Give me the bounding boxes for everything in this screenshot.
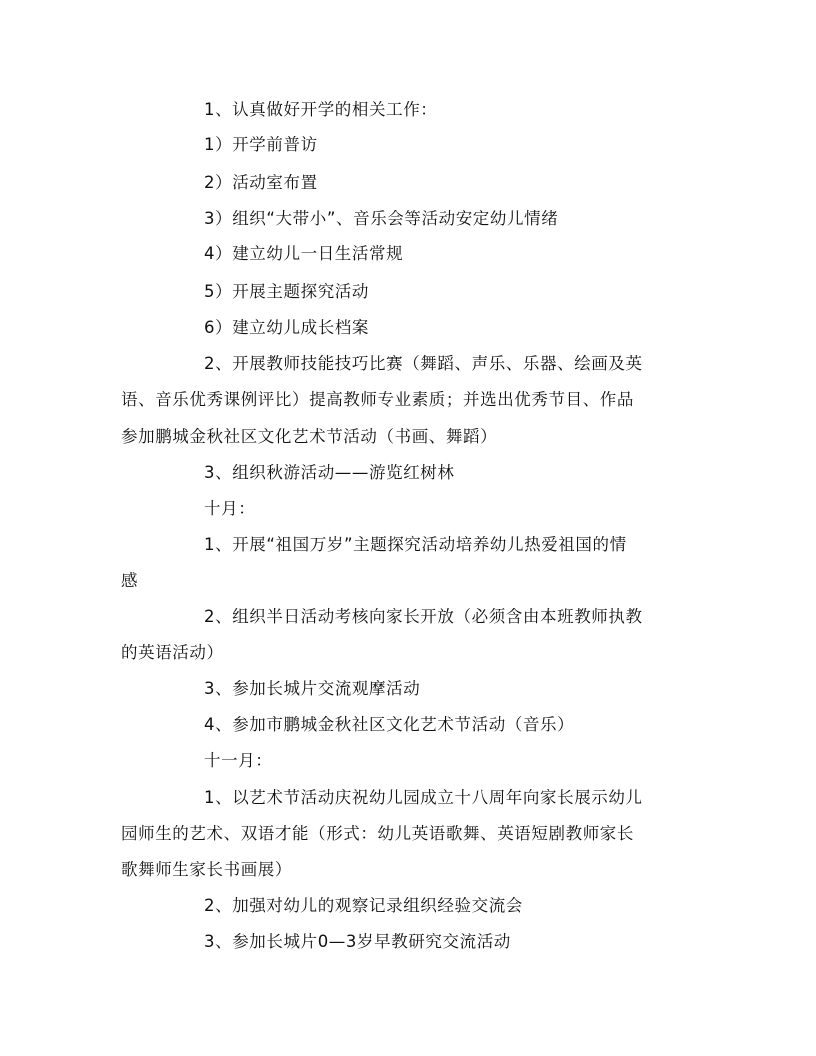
text-line: 1、以艺术节活动庆祝幼儿园成立十八周年向家长展示幼儿 xyxy=(204,788,643,807)
text-line: 感 xyxy=(121,571,139,590)
text-line: 2、加强对幼儿的观察记录组织经验交流会 xyxy=(204,896,523,915)
text-line: 4）建立幼儿一日生活常规 xyxy=(204,244,404,263)
text-line: 2、开展教师技能技巧比赛（舞蹈、声乐、乐器、绘画及英 xyxy=(204,354,643,373)
text-line: 3、参加长城片交流观摩活动 xyxy=(204,679,421,698)
text-line: 的英语活动） xyxy=(121,643,224,662)
text-line: 4、参加市鹏城金秋社区文化艺术节活动（音乐） xyxy=(204,715,575,734)
text-line: 1）开学前普访 xyxy=(204,135,318,154)
text-line: 2、组织半日活动考核向家长开放（必须含由本班教师执教 xyxy=(204,607,643,626)
text-line: 3、参加长城片0—3岁早教研究交流活动 xyxy=(204,932,511,951)
text-line: 6）建立幼儿成长档案 xyxy=(204,318,369,337)
text-line: 3）组织“大带小”、音乐会等活动安定幼儿情绪 xyxy=(204,209,559,228)
text-line: 歌舞师生家长书画展） xyxy=(121,860,292,879)
text-line: 语、音乐优秀课例评比）提高教师专业素质；并选出优秀节目、作品 xyxy=(121,390,634,409)
text-line: 3、组织秋游活动——游览红树林 xyxy=(204,463,455,482)
text-line: 1、开展“祖国万岁”主题探究活动培养幼儿热爱祖国的情 xyxy=(204,535,627,554)
text-line: 5）开展主题探究活动 xyxy=(204,282,369,301)
text-line: 参加鹏城金秋社区文化艺术节活动（书画、舞蹈） xyxy=(121,427,498,446)
text-line: 园师生的艺术、双语才能（形式：幼儿英语歌舞、英语短剧教师家长 xyxy=(121,824,634,843)
text-line: 1、认真做好开学的相关工作： xyxy=(204,100,438,119)
month-heading: 十月： xyxy=(204,499,256,518)
text-line: 2）活动室布置 xyxy=(204,173,318,192)
month-heading: 十一月： xyxy=(204,751,273,770)
